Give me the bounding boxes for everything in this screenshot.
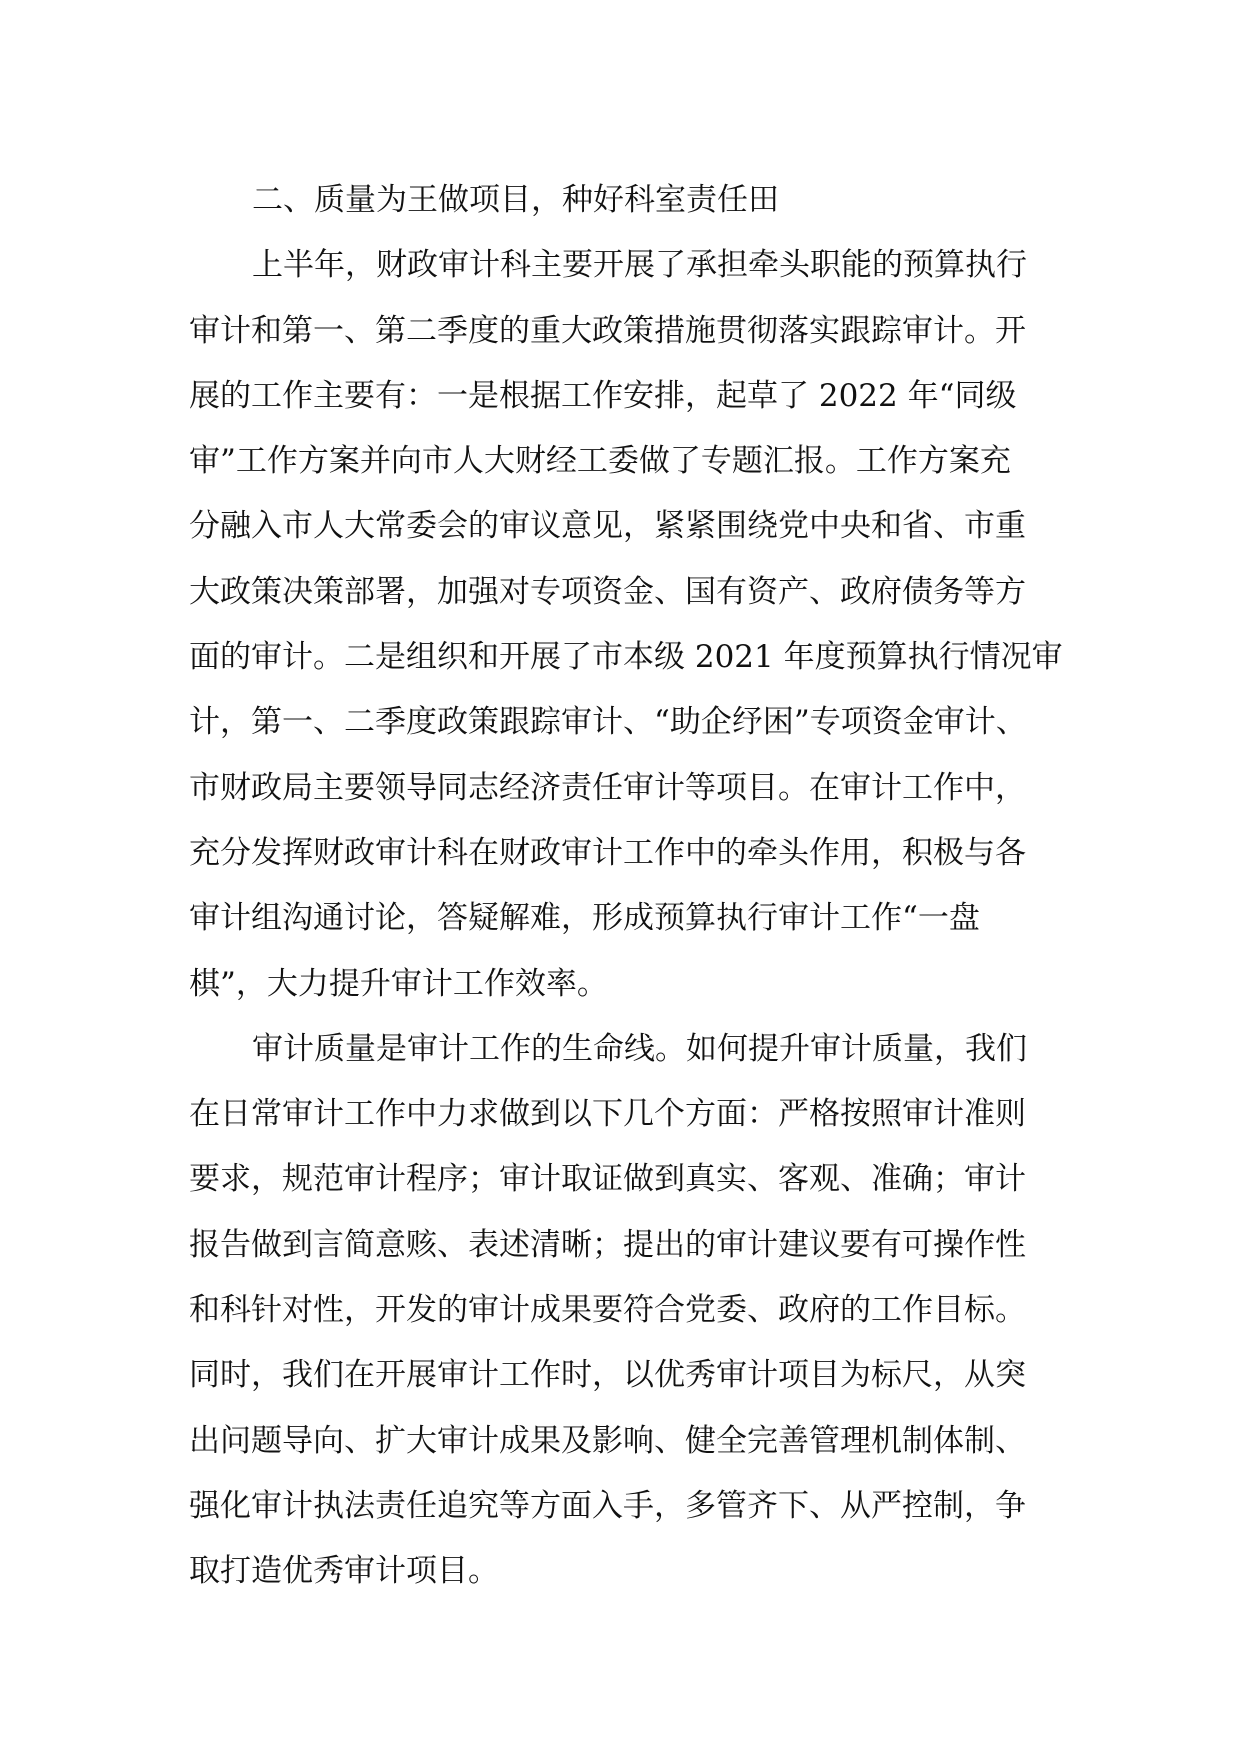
text-line: 和科针对性，开发的审计成果要符合党委、政府的工作目标。 bbox=[189, 1292, 1026, 1329]
text-line: 在日常审计工作中力求做到以下几个方面：严格按照审计准则 bbox=[189, 1096, 1026, 1133]
text-line: 展的工作主要有：一是根据工作安排，起草了 2022 年“同级 bbox=[189, 377, 1017, 414]
text-line: 审计质量是审计工作的生命线。如何提升审计质量，我们 bbox=[252, 1030, 1027, 1067]
text-line: 取打造优秀审计项目。 bbox=[189, 1553, 499, 1590]
text-line: 计，第一、二季度政策跟踪审计、“助企纾困”专项资金审计、 bbox=[189, 704, 1027, 741]
text-line: 大政策决策部署，加强对专项资金、国有资产、政府债务等方 bbox=[189, 573, 1026, 610]
text-line: 审计和第一、第二季度的重大政策措施贯彻落实跟踪审计。开 bbox=[189, 312, 1026, 349]
text-line: 分融入市人大常委会的审议意见，紧紧围绕党中央和省、市重 bbox=[189, 508, 1026, 545]
text-line: 上半年，财政审计科主要开展了承担牵头职能的预算执行 bbox=[252, 247, 1027, 284]
text-line: 二、质量为王做项目，种好科室责任田 bbox=[252, 182, 779, 218]
text-line: 棋”，大力提升审计工作效率。 bbox=[189, 965, 608, 1002]
text-line: 报告做到言简意赅、表述清晰；提出的审计建议要有可操作性 bbox=[189, 1226, 1026, 1263]
text-line: 要求，规范审计程序；审计取证做到真实、客观、准确；审计 bbox=[189, 1161, 1026, 1198]
text-line: 审”工作方案并向市人大财经工委做了专题汇报。工作方案充 bbox=[189, 443, 1011, 480]
text-line: 审计组沟通讨论，答疑解难，形成预算执行审计工作“一盘 bbox=[189, 900, 980, 937]
text-line: 面的审计。二是组织和开展了市本级 2021 年度预算执行情况审 bbox=[189, 639, 1063, 676]
document-body bbox=[189, 168, 1063, 1605]
text-line: 充分发挥财政审计科在财政审计工作中的牵头作用，积极与各 bbox=[189, 834, 1026, 871]
text-line: 强化审计执法责任追究等方面入手，多管齐下、从严控制，争 bbox=[189, 1487, 1026, 1524]
text-line: 出问题导向、扩大审计成果及影响、健全完善管理机制体制、 bbox=[189, 1422, 1026, 1459]
text-line: 同时，我们在开展审计工作时，以优秀审计项目为标尺，从突 bbox=[189, 1357, 1026, 1394]
text-line: 市财政局主要领导同志经济责任审计等项目。在审计工作中， bbox=[189, 769, 1026, 806]
